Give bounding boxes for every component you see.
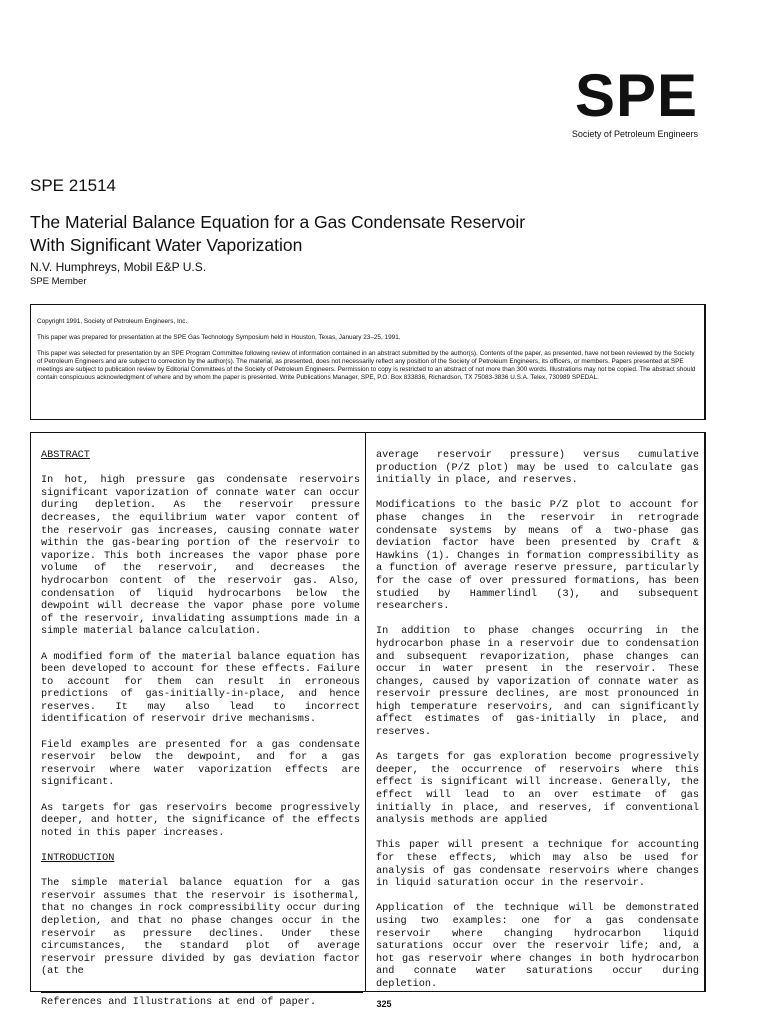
spe-logo (548, 62, 698, 139)
right-column (376, 450, 699, 1004)
review-disclaimer: This paper was selected for presentation by an SPE Program Committee following review of information contained in an abstract submitted by the author(s). Contents of the paper, as presented, have not been reviewed by the Society of Petroleum Engineers and are subject to correction by the author(s). The material, as presented, does not necessarily reflect any position of the Society of Petroleum Engineers, its officers, or members. Papers presented at SPE meetings are subject to publication review by Editorial Committees of the Society of Petroleum Engineers. Permission to copy is restricted to an abstract of not more than 300 words. Illustrations may not be copied. The abstract should contain conspicuous acknowledgment of where and by whom the paper is presented. Write Publications Manager, SPE, P.O. Box 833836, Richardson, TX 75083-3836 U.S.A. Telex, 730989 SPEDAL. (37, 350, 696, 381)
spe-logo-mark: SPE (574, 62, 698, 129)
introduction-paragraph-3: Modifications to the basic P/Z plot to account for phase changes in the reservoir in retrograde condensate systems by means of a two-phase gas deviation factor have been presented by Craft & Hawkins (1). Changes in formation compressibility as a function of average reserve pressure, particularly for the case of over pressured formations, has been studied by Hammerlindl (3), and subsequent researchers. (376, 500, 699, 613)
abstract-paragraph-1: In hot, high pressure gas condensate reservoirs significant vaporization of connate water can occur during depletion. As the reservoir pressure decreases, the equilibrium water vapor content of the reservoir gas increases, causing connate water within the gas-bearing portion of the reservoir to vaporize. This both increases the vapor phase pore volume of the reservoir, and decreases the hydrocarbon content of the reservoir gas. Also, condensation of liquid hydrocarbons below the dewpoint will decrease the vapor phase pore volume of the reservoir, invalidating assumptions made in a simple material balance calculation. (41, 475, 360, 638)
introduction-paragraph-1: The simple material balance equation for a gas reservoir assumes that the reservoir is isothermal, that no changes in rock compressibility occur during depletion, and that no phase changes occur in the reservoir as pressure declines. Under these circumstances, the standard plot of average reservoir pressure divided by gas deviation factor (at the (41, 878, 360, 978)
abstract-paragraph-2: A modified form of the material balance equation has been developed to account for these effects. Failure to account for them can result in erroneous predictions of gas-initially-in-place, and hence reserves. It may also lead to incorrect identification of reservoir drive mechanisms. (41, 651, 360, 726)
page-number: 325 (376, 999, 392, 1009)
abstract-paragraph-3: Field examples are presented for a gas condensate reservoir below the dewpoint, and for a gas reservoir where water vaporization effects are significant. (41, 739, 360, 789)
paper-title-line-2: With Significant Water Vaporization (30, 235, 303, 255)
introduction-heading: INTRODUCTION (41, 853, 115, 864)
introduction-paragraph-2: average reservoir pressure) versus cumulative production (P/Z plot) may be used to calculate gas initially in place, and reserves. (376, 450, 699, 487)
introduction-paragraph-6: This paper will present a technique for accounting for these effects, which may also be used for analysis of gas condensate reservoirs where changes in liquid saturation occur in the reservoir. (376, 840, 699, 890)
author-line: N.V. Humphreys, Mobil E&P U.S. (30, 260, 207, 274)
abstract-paragraph-4: As targets for gas reservoirs become progressively deeper, and hotter, the significance of the effects noted in this paper increases. (41, 802, 360, 839)
column-divider (365, 433, 366, 991)
abstract-heading: ABSTRACT (41, 450, 90, 461)
paper-title (30, 211, 650, 257)
left-column (41, 450, 360, 1009)
spe-logo-subtitle: Society of Petroleum Engineers (571, 129, 698, 139)
presentation-statement: This paper was prepared for presentation at the SPE Gas Technology Symposium held in Houston, Texas, January 23–25, 1991. (37, 334, 401, 341)
copyright-statement: Copyright 1991, Society of Petroleum Engineers, Inc. (37, 318, 188, 325)
member-line: SPE Member (30, 276, 87, 287)
introduction-paragraph-4: In addition to phase changes occurring in the hydrocarbon phase in a reservoir due to condensation and subsequent revaporization, phase changes can occur in water present in the reservoir. These changes, caused by vaporization of connate water as reservoir pressure declines, are most pronounced in high temperature reservoirs, and can significantly affect estimates of gas-initially in place, and reserves. (376, 626, 699, 739)
footnote: References and Illustrations at end of paper. (41, 996, 317, 1008)
paper-number: SPE 21514 (30, 176, 117, 195)
copyright-notice-box (30, 304, 706, 420)
paper-title-line-1: The Material Balance Equation for a Gas Condensate Reservoir (30, 212, 526, 232)
introduction-paragraph-7: Application of the technique will be demonstrated using two examples: one for a gas condensate reservoir where changing hydrocarbon liquid saturations occur over the reservoir life; and, a hot gas reservoir where changes in both hydrocarbon and connate water saturations occur during depletion. (376, 903, 699, 990)
footnote-rule (41, 992, 363, 993)
introduction-paragraph-5: As targets for gas exploration become progressively deeper, the occurrence of reservoirs where this effect is significant will increase. Generally, the effect will lead to an over estimate of gas initially in place, and reserves, if conventional analysis methods are applied (376, 752, 699, 827)
